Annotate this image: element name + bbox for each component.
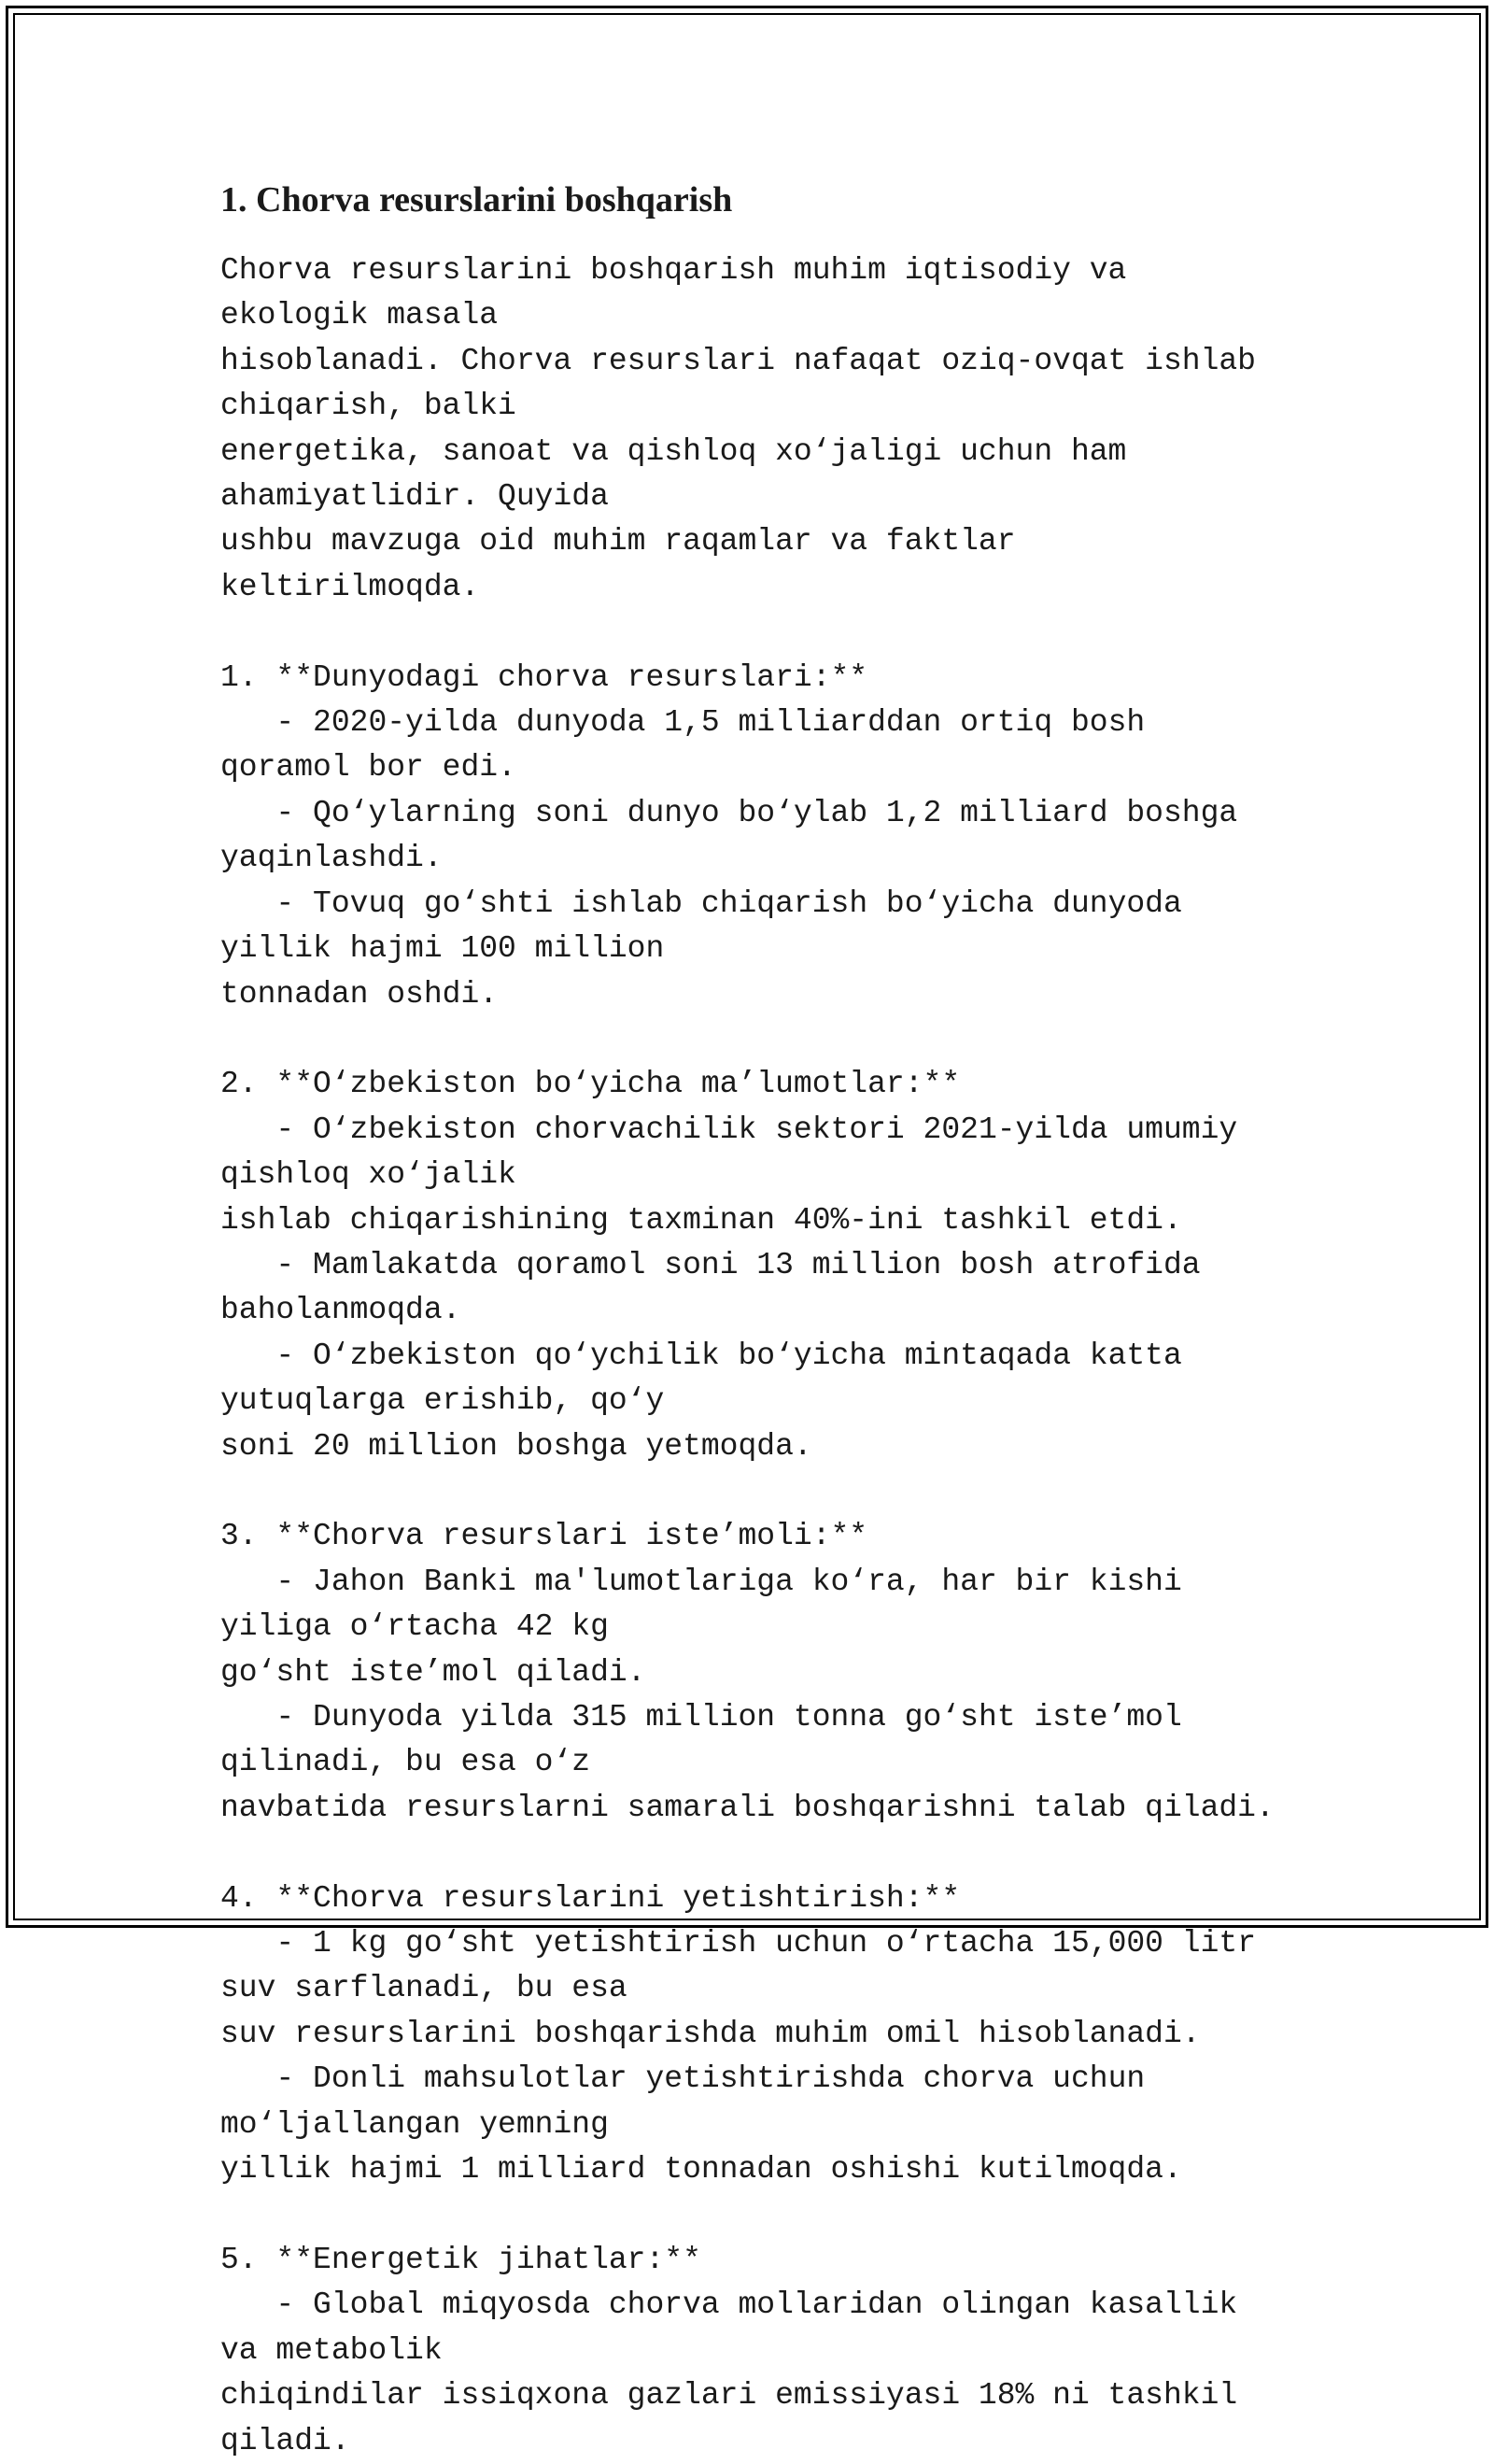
section-title: 5. **Energetik jihatlar:** xyxy=(220,2242,701,2277)
list-item: - Dunyoda yilda 315 million tonna go‘sht iste’mol qilinadi, bu esa o‘z navbatida resurslarni samarali boshqarishni talab qiladi. xyxy=(220,1700,1275,1825)
document-content xyxy=(220,177,1285,2464)
section-title: 2. **O‘zbekiston bo‘yicha ma’lumotlar:** xyxy=(220,1067,961,1102)
list-item: - Global miqyosda chorva mollaridan olingan kasallik va metabolik chiqindilar issiqxona gazlari emissiyasi 18% ni tashkil qiladi. xyxy=(220,2287,1238,2458)
document-body xyxy=(220,248,1285,2464)
list-item: - Donli mahsulotlar yetishtirishda chorva uchun mo‘ljallangan yemning yillik hajmi 1 milliard tonnadan oshishi kutilmoqda. xyxy=(220,2061,1182,2188)
list-item: - Qo‘ylarning soni dunyo bo‘ylab 1,2 milliard boshga yaqinlashdi. xyxy=(220,795,1257,876)
list-item: - 2020-yilda dunyoda 1,5 milliarddan ortiq bosh qoramol bor edi. xyxy=(220,705,1163,786)
list-item: - Mamlakatda qoramol soni 13 million bosh atrofida baholanmoqda. xyxy=(220,1247,1219,1328)
section-title: 4. **Chorva resurslarini yetishtirish:** xyxy=(220,1880,961,1916)
intro-paragraph: Chorva resurslarini boshqarish muhim iqtisodiy va ekologik masala hisoblanadi. Chorva resurslari nafaqat oziq-ovqat ishlab chiqarish, balki energetika, sanoat va qishloq xo‘jaligi uchun ham ahamiyatlidir. Quyida ushbu mavzuga oid muhim raqamlar va faktlar keltirilmoqda. xyxy=(220,253,1256,604)
list-item: - 1 kg go‘sht yetishtirish uchun o‘rtacha 15,000 litr suv sarflanadi, bu esa suv resurslarini boshqarishda muhim omil hisoblanadi. xyxy=(220,1926,1256,2051)
list-item: - Jahon Banki ma'lumotlariga ko‘ra, har bir kishi yiliga o‘rtacha 42 kg go‘sht iste’mol qiladi. xyxy=(220,1564,1182,1690)
list-item: - O‘zbekiston chorvachilik sektori 2021-yilda umumiy qishloq xo‘jalik ishlab chiqarishining taxminan 40%-ini tashkil etdi. xyxy=(220,1112,1238,1238)
document-heading: 1. Chorva resurslarini boshqarish xyxy=(220,180,733,219)
list-item: - O‘zbekiston qo‘ychilik bo‘yicha mintaqada katta yutuqlarga erishib, qo‘y soni 20 million boshga yetmoqda. xyxy=(220,1338,1182,1464)
list-item: - Tovuq go‘shti ishlab chiqarish bo‘yicha dunyoda yillik hajmi 100 million tonnadan oshdi. xyxy=(220,885,1182,1012)
section-title: 1. **Dunyodagi chorva resurslari:** xyxy=(220,659,868,695)
section-title: 3. **Chorva resurslari iste’moli:** xyxy=(220,1519,868,1554)
